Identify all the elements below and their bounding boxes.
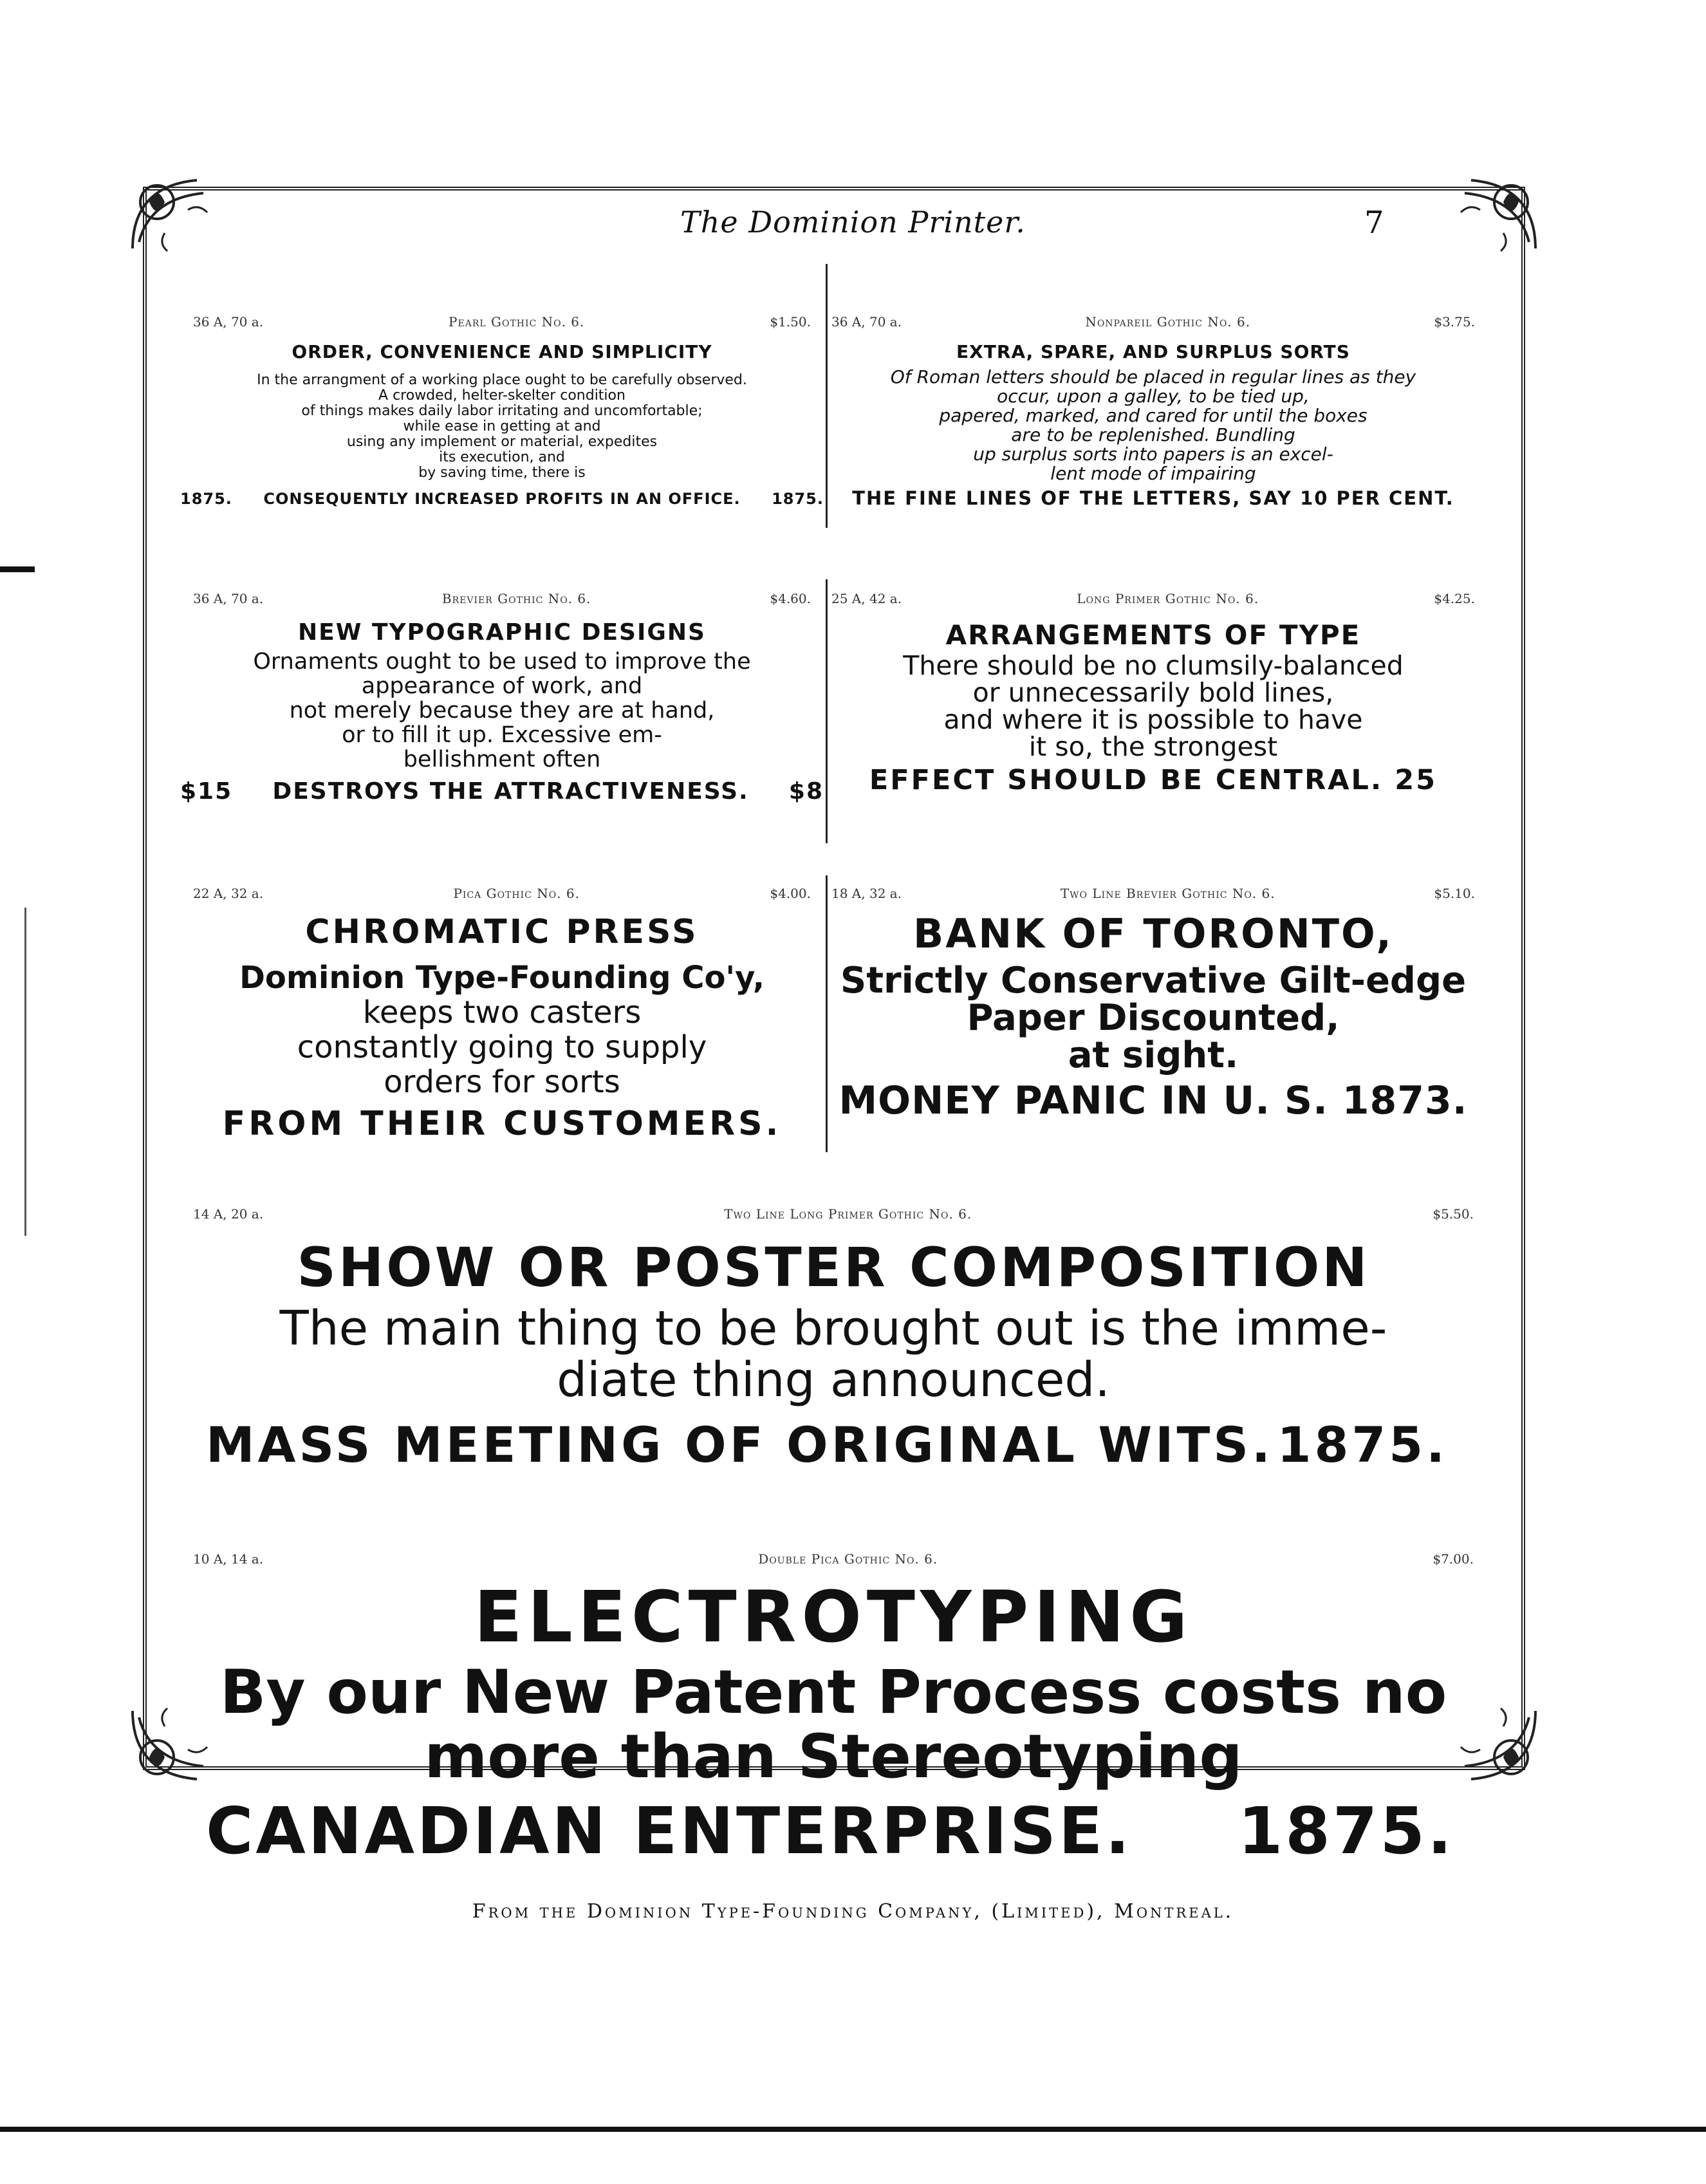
specimen-line: at sight. xyxy=(1068,1034,1239,1076)
specimen-line: its execution, and xyxy=(439,449,565,465)
specimen-line: papered, marked, and cared for until the boxes xyxy=(939,405,1368,426)
specimen-heading: NEW TYPOGRAPHIC DESIGNS xyxy=(298,619,706,646)
specimen-line: In the arrangment of a working place ought to be carefully observed. xyxy=(257,372,747,388)
specimen-footline xyxy=(193,1416,1474,1473)
specimen-line: orders for sorts xyxy=(384,1064,620,1100)
font-size-count: 36 A, 70 a. xyxy=(193,591,264,606)
specimen-line: lent mode of impairing xyxy=(1050,463,1256,484)
specimen-heading: EXTRA, SPARE, AND SURPLUS SORTS xyxy=(956,341,1350,362)
specimen-meta xyxy=(831,314,1475,330)
journal-title: The Dominion Printer. xyxy=(680,205,1026,239)
font-size-count: 36 A, 70 a. xyxy=(193,314,264,330)
font-name: Two Line Long Primer Gothic No. 6. xyxy=(724,1206,972,1222)
font-name: Long Primer Gothic No. 6. xyxy=(1077,591,1259,606)
specimen-pearl xyxy=(180,341,824,508)
specimen-line: not merely because they are at hand, xyxy=(289,698,715,723)
specimen-meta xyxy=(193,1551,1474,1567)
specimen-double-pica xyxy=(193,1576,1474,1869)
specimen-footline: MONEY PANIC IN U. S. 1873. xyxy=(839,1078,1468,1123)
font-size-count: 25 A, 42 a. xyxy=(831,591,902,606)
specimen-line: occur, upon a galley, to be tied up, xyxy=(997,386,1310,407)
font-size-count: 22 A, 32 a. xyxy=(193,886,264,901)
specimen-meta xyxy=(193,314,811,330)
font-price: $3.75. xyxy=(1434,314,1475,330)
specimen-two-line-brevier xyxy=(831,910,1475,1123)
margin-line xyxy=(24,908,26,1236)
specimen-line: Dominion Type-Founding Co'y, xyxy=(239,960,765,996)
specimen-line: Ornaments ought to be used to improve the xyxy=(253,649,751,675)
font-size-count: 10 A, 14 a. xyxy=(193,1551,264,1567)
font-price: $7.00. xyxy=(1432,1551,1474,1567)
specimen-footline xyxy=(193,1793,1474,1869)
column-rule xyxy=(826,579,828,843)
specimen-footline: EFFECT SHOULD BE CENTRAL. 25 xyxy=(869,764,1438,796)
specimen-line: diate thing announced. xyxy=(557,1352,1110,1408)
specimen-footline: FROM THEIR CUSTOMERS. xyxy=(222,1105,782,1143)
specimen-line: keeps two casters xyxy=(362,994,642,1031)
specimen-heading: ELECTROTYPING xyxy=(474,1576,1193,1658)
specimen-line: up surplus sorts into papers is an excel- xyxy=(973,443,1333,465)
specimen-line: There should be no clumsily-balanced xyxy=(903,650,1404,681)
specimen-line: and where it is possible to have xyxy=(943,704,1363,735)
font-name: Pica Gothic No. 6. xyxy=(453,886,580,901)
specimen-long-primer xyxy=(831,619,1475,796)
specimen-heading: ARRANGEMENTS OF TYPE xyxy=(945,619,1361,651)
font-price: $5.10. xyxy=(1434,886,1475,901)
specimen-heading: SHOW OR POSTER COMPOSITION xyxy=(297,1236,1370,1299)
margin-mark xyxy=(0,566,35,572)
font-price: $5.50. xyxy=(1432,1206,1474,1222)
specimen-line: appearance of work, and xyxy=(361,673,643,699)
specimen-nonpareil xyxy=(831,341,1475,509)
specimen-brevier xyxy=(180,619,824,805)
specimen-meta xyxy=(193,886,811,901)
specimen-meta xyxy=(831,886,1475,901)
footline-center: CONSEQUENTLY INCREASED PROFITS IN AN OFFICE. xyxy=(263,490,741,508)
footline-right: 1875. xyxy=(1277,1416,1448,1473)
specimen-line: while ease in getting at and xyxy=(403,418,601,434)
specimen-line: bellishment often xyxy=(403,747,601,772)
font-price: $4.25. xyxy=(1434,591,1475,606)
specimen-line: A crowded, helter-skelter condition xyxy=(378,387,626,404)
specimen-line: or unnecessarily bold lines, xyxy=(972,677,1334,708)
font-name: Nonpareil Gothic No. 6. xyxy=(1085,314,1251,330)
footline-left: CANADIAN ENTERPRISE. xyxy=(206,1793,1133,1869)
specimen-heading: CHROMATIC PRESS xyxy=(305,913,699,951)
specimen-line: more than Stereotyping xyxy=(424,1722,1243,1792)
specimen-line: Strictly Conservative Gilt-edge xyxy=(840,960,1467,1002)
specimen-line: by saving time, there is xyxy=(418,465,586,481)
font-price: $4.00. xyxy=(770,886,811,901)
specimen-line: Of Roman letters should be placed in regular lines as they xyxy=(890,366,1416,387)
footline-center: DESTROYS THE ATTRACTIVENESS. xyxy=(272,778,749,805)
font-name: Brevier Gothic No. 6. xyxy=(441,591,591,606)
footline-right: 1875. xyxy=(772,490,824,508)
page-number: 7 xyxy=(1364,205,1384,241)
specimen-line: The main thing to be brought out is the imme- xyxy=(279,1301,1387,1356)
footline-right: $8 xyxy=(788,778,824,805)
footline-left: MASS MEETING OF ORIGINAL WITS. xyxy=(206,1416,1274,1473)
bottom-rule xyxy=(0,2127,1706,2132)
specimen-footline xyxy=(180,490,824,508)
specimen-footline xyxy=(180,778,824,805)
specimen-pica xyxy=(180,913,824,1143)
specimen-meta xyxy=(831,591,1475,606)
specimen-line: of things makes daily labor irritating and uncomfortable; xyxy=(301,403,703,419)
specimen-two-line-long-primer xyxy=(193,1236,1474,1473)
footline-right: 1875. xyxy=(1238,1793,1454,1869)
specimen-line: or to fill it up. Excessive em- xyxy=(342,722,662,748)
font-name: Double Pica Gothic No. 6. xyxy=(758,1551,938,1567)
specimen-footline: THE FINE LINES OF THE LETTERS, SAY 10 PER CENT. xyxy=(852,487,1454,509)
specimen-line: By our New Patent Process costs no xyxy=(219,1657,1447,1728)
specimen-line: it so, the strongest xyxy=(1028,731,1278,762)
font-name: Pearl Gothic No. 6. xyxy=(449,314,585,330)
specimen-meta xyxy=(193,1206,1474,1222)
column-rule xyxy=(826,875,828,1152)
footline-left: $15 xyxy=(180,778,233,805)
font-size-count: 14 A, 20 a. xyxy=(193,1206,264,1222)
specimen-meta xyxy=(193,591,811,606)
font-size-count: 18 A, 32 a. xyxy=(831,886,902,901)
specimen-heading: ORDER, CONVENIENCE AND SIMPLICITY xyxy=(292,341,712,362)
font-size-count: 36 A, 70 a. xyxy=(831,314,902,330)
footline-left: 1875. xyxy=(180,490,232,508)
specimen-line: constantly going to supply xyxy=(297,1029,707,1065)
specimen-line: Paper Discounted, xyxy=(967,997,1340,1039)
specimen-heading: BANK OF TORONTO, xyxy=(913,910,1393,957)
imprint-line: From the Dominion Type-Founding Company, (Limited), Montreal. xyxy=(472,1900,1234,1923)
specimen-line: using any implement or material, expedites xyxy=(346,434,658,450)
specimen-line: are to be replenished. Bundling xyxy=(1011,424,1295,445)
font-name: Two Line Brevier Gothic No. 6. xyxy=(1060,886,1275,901)
column-rule xyxy=(826,264,828,528)
font-price: $1.50. xyxy=(770,314,811,330)
font-price: $4.60. xyxy=(770,591,811,606)
